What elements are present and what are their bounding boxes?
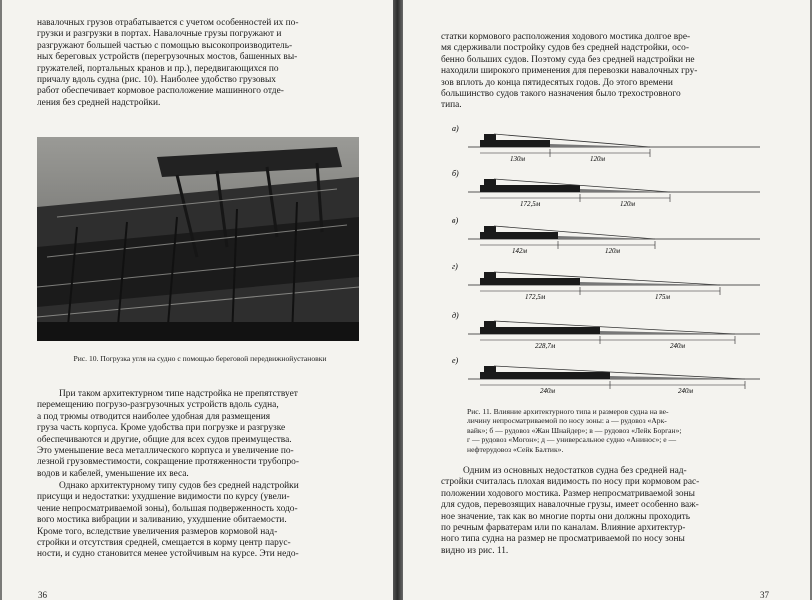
left-paragraph-3-line: вого мостика вибрации и заливанию, ухудшение обитаемости. (37, 515, 287, 526)
figure-row-letter: г) (452, 262, 458, 271)
left-paragraph-2-line: обеспечиваются и другие, общие для всех судов преимущества. (37, 434, 292, 445)
book-spine (393, 0, 403, 600)
ship-hull (480, 372, 610, 379)
blind-zone (580, 189, 670, 192)
ship-hull (480, 278, 580, 285)
figure-caption-line: нефтерудовоз «Сейк Балтик». (467, 444, 564, 454)
figure-row-letter: в) (452, 216, 459, 225)
blind-zone-label: 240м (670, 342, 685, 350)
ship-superstructure (484, 272, 496, 278)
figure-caption-line: личину непросматриваемой по носу зоны: а — рудовоз «Арк- (467, 416, 667, 426)
coal-loading-photo-illustration (37, 137, 359, 341)
left-top-paragraph-line: причалу вдоль судна (рис. 10). Наиболее удобство грузовых (37, 75, 276, 86)
left-paragraph-3-line: Кроме того, вследствие увеличения размеров кормовой над- (37, 526, 278, 537)
photo-caption-line: установки (293, 354, 327, 363)
ship-hull (480, 185, 580, 192)
right-top-paragraph-line: мя сдерживали постройку судов без средней надстройки, осо- (441, 43, 689, 54)
right-top-paragraph-line: типа. (441, 100, 462, 111)
right-page-number: 37 (760, 590, 769, 600)
blind-zone-label: 240м (678, 387, 693, 395)
left-paragraph-3-line: чение непросматриваемой зоны), большая подверженность ходо- (37, 503, 298, 514)
right-top-paragraph-line: большинство судов такого назначения было трехостровного (441, 89, 681, 100)
left-paragraph-2-line: груза часть корпуса. Кроме удобства при погрузке и разгрузке (37, 423, 286, 434)
figure-caption (467, 407, 773, 454)
coal-loading-photo (37, 137, 359, 341)
left-paragraph-2-line: При таком архитектурном типе надстройка не препятствует (59, 389, 298, 399)
left-top-paragraph-line: ления без средней надстройки. (37, 97, 161, 108)
figure-row-letter: б) (452, 169, 459, 178)
right-bottom-paragraph-line: видно из рис. 11. (441, 545, 509, 556)
ship-length-label: 142м (512, 247, 527, 255)
figure-row-letter: е) (452, 356, 459, 365)
left-paragraph-3-line: Однако архитектурному типу судов без средней надстройки (59, 481, 299, 491)
left-paragraph-3-line: стройки и отсутствия средней, смещается в корму центр парус- (37, 538, 291, 549)
left-top-paragraph-line: навалочных грузов отрабатывается с учетом особенностей их по- (37, 18, 299, 28)
ship-length-label: 172,5м (520, 200, 541, 208)
ship-superstructure (484, 134, 496, 140)
ship-length-label: 240м (540, 387, 555, 395)
blind-zone (600, 331, 735, 334)
right-bottom-paragraph-line: Одним из основных недостатков судна без средней над- (463, 466, 687, 476)
figure-caption-line: вайк»; б — рудовоз «Жан Шнайдер»; в — рудовоз «Лейк Борган»; (467, 425, 682, 435)
right-top-paragraph-line: бенно больших судов. Поэтому суда без средней надстройки не (441, 54, 695, 65)
ship-hull (480, 232, 558, 239)
blind-zone (610, 376, 745, 379)
right-top-paragraph (441, 32, 773, 112)
ship-length-label: 172,5м (525, 293, 546, 301)
figure-caption-line: Рис. 11. Влияние архитектурного типа и размеров судна на ве- (467, 407, 669, 416)
left-paragraph-2-line: лезной грузовместимости, сокращение протяженности трубопро- (37, 457, 299, 468)
right-bottom-paragraph-line: для судов, перевозящих навалочные грузы, имеет особенно важ- (441, 500, 699, 511)
blind-zone-label: 120м (590, 155, 605, 163)
left-top-paragraph (37, 18, 367, 109)
ship-superstructure (484, 226, 496, 232)
ship-length-label: 130м (510, 155, 525, 163)
left-top-paragraph-line: грузки и разгрузки в портах. Навалочные грузы погружают и (37, 29, 282, 40)
photo-caption (55, 354, 345, 364)
left-paragraph-2-line: а под трюмы отводится наиболее удобная для размещения (37, 411, 271, 422)
ship-hull (480, 140, 550, 147)
blind-zone-label: 120м (620, 200, 635, 208)
ship-superstructure (484, 366, 496, 372)
right-bottom-paragraph (441, 466, 773, 557)
ship-superstructure (484, 321, 496, 327)
right-top-paragraph-line: находили широкого применения для перевозки навалочных гру- (441, 66, 698, 77)
figure-row-letter: д) (452, 311, 459, 320)
left-paragraph-2-line: Это уменьшение веса металлического корпуса и увеличение по- (37, 446, 294, 457)
right-top-paragraph-line: статки кормового расположения ходового мостика долгое вре- (441, 32, 691, 42)
right-top-paragraph-line: зов вплоть до конца пятидесятых годов. До этого времени (441, 77, 673, 88)
figure-caption-line: г — рудовоз «Могон»; д — универсальное судно «Анинос»; е — (467, 435, 677, 445)
left-top-paragraph-line: гружателей, портальных кранов и пр.), передвигающихся по (37, 63, 279, 74)
right-bottom-paragraph-line: ного типа судна на размер не просматриваемой по носу зоны (441, 534, 685, 545)
blind-zone-label: 120м (605, 247, 620, 255)
left-paragraph-3-line: ности, и судно становится менее устойчивым на курсе. Эти недо- (37, 549, 299, 560)
left-top-paragraph-line: работ обеспечивает кормовое расположение машинного отде- (37, 86, 284, 97)
left-top-paragraph-line: ных береговых устройств (перегрузочных мостов, башенных вы- (37, 52, 298, 63)
right-bottom-paragraph-line: ное значение, так как во многие порты они должны проходить (441, 511, 691, 522)
figure-row-letter: а) (452, 124, 459, 133)
ship-superstructure (484, 179, 496, 185)
left-page-number: 36 (38, 590, 47, 600)
right-bottom-paragraph-line: положении ходового мостика. Размер непросматриваемой зоны (441, 488, 695, 499)
ship-hull (480, 327, 600, 334)
left-paragraph-2-line: водов и кабелей, уменьшение их веса. (37, 468, 189, 479)
left-paragraph-3-line: присущи и недостатки: ухудшение видимости по курсу (увели- (37, 492, 290, 503)
ship-length-label: 228,7м (535, 342, 556, 350)
visibility-zone-figure (450, 117, 770, 402)
left-top-paragraph-line: разгружают большей частью с помощью высокопроизводитель- (37, 40, 293, 51)
left-paragraph-2 (37, 389, 367, 480)
right-bottom-paragraph-line: по речным фарватерам или по каналам. Влияние архитектур- (441, 523, 686, 534)
photo-caption-line: Рис. 10. Погрузка угля на судно с помощью береговой передвижной (73, 354, 294, 363)
left-paragraph-2-line: перемещению погрузо-разгрузочных устройств вдоль судна, (37, 400, 279, 411)
blind-zone-label: 175м (655, 293, 670, 301)
right-bottom-paragraph-line: стройки считалась плохая видимость по носу при кормовом рас- (441, 477, 700, 488)
left-paragraph-3 (37, 481, 367, 561)
